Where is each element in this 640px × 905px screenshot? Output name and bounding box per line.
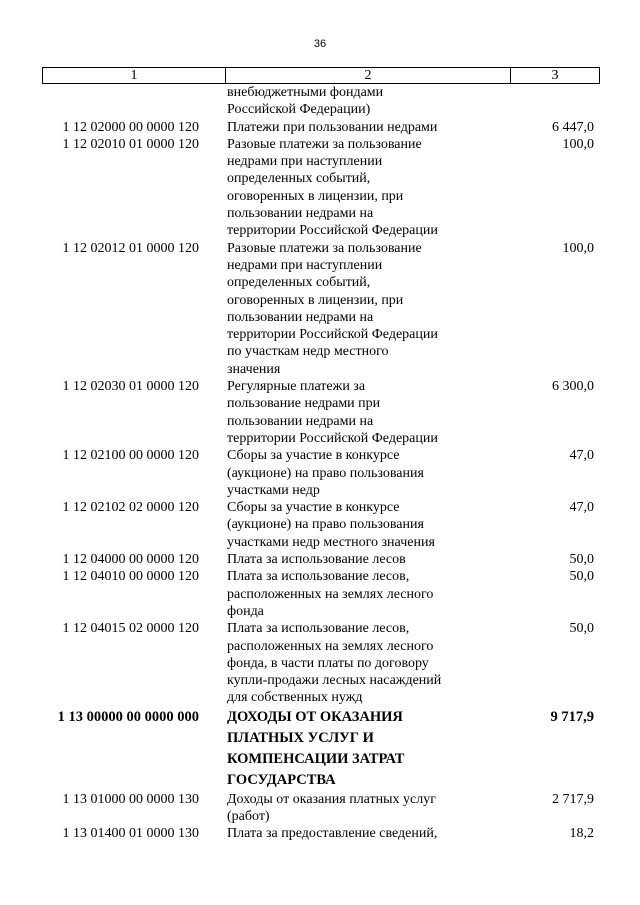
row-code: 1 12 02030 01 0000 120 [62,379,199,395]
row-code: 1 13 01000 00 0000 130 [62,791,199,807]
row-code: 1 12 02010 01 0000 120 [62,136,199,152]
row-amount [457,84,600,119]
row-code: 1 13 01400 01 0000 130 [62,826,199,842]
row-code: 1 12 04010 00 0000 120 [62,569,199,585]
row-amount: 100,0 [562,136,594,152]
row-name: Разовые платежи за пользование недрами при наступлении определенных событий, оговоренных в лицензии, при пользовании недрами на территории Российской Федерации по участкам недр местного значения [227,240,438,377]
row-name: ДОХОДЫ ОТ ОКАЗАНИЯ ПЛАТНЫХ УСЛУГ И КОМПЕНСАЦИИ ЗАТРАТ ГОСУДАРСТВА [227,708,405,788]
row-name: Платежи при пользовании недрами [227,119,438,135]
row-code: 1 12 04000 00 0000 120 [62,552,199,568]
row-name: внебюджетными фондами Российской Федерации) [227,85,384,118]
row-name: Плата за использование лесов, расположенных на землях лесного фонда [227,569,434,619]
table-row [42,378,600,447]
row-amount: 2 717,9 [552,791,594,807]
row-code: 1 12 02012 01 0000 120 [62,240,199,256]
row-code [42,84,225,119]
row-name: Регулярные платежи за пользование недрами при пользовании недрами на территории Российской Федерации [227,379,438,446]
row-code: 1 12 02102 02 0000 120 [62,500,199,516]
row-amount: 18,2 [569,826,594,842]
table-body [42,84,600,843]
row-amount: 9 717,9 [550,708,594,725]
row-code: 1 12 02000 00 0000 120 [62,119,199,135]
row-name: Сборы за участие в конкурсе (аукционе) на право пользования участками недр [227,448,424,498]
table-row [42,551,600,568]
header-col-1: 1 [43,68,226,83]
table-row [42,447,600,499]
table-row [42,136,600,240]
table-row [42,84,600,119]
row-code: 1 13 00000 00 0000 000 [57,708,199,725]
row-amount: 47,0 [569,448,594,464]
row-name: Плата за предоставление сведений, [227,826,438,842]
row-name: Доходы от оказания платных услуг (работ) [227,791,436,824]
table-row [42,825,600,842]
row-amount: 50,0 [569,569,594,585]
table-row [42,620,600,706]
table-row [42,499,600,551]
row-name: Разовые платежи за пользование недрами при наступлении определенных событий, оговоренных в лицензии, при пользовании недрами на территории Российской Федерации [227,136,438,239]
header-col-2: 2 [226,68,511,83]
row-amount: 47,0 [569,500,594,516]
table-row [42,568,600,620]
row-amount: 6 447,0 [552,119,594,135]
page-number: 36 [313,38,327,50]
header-col-3: 3 [551,68,559,83]
table-row [42,119,600,136]
table-row [42,791,600,826]
row-name: Плата за использование лесов [227,552,406,568]
row-name: Сборы за участие в конкурсе (аукционе) на право пользования участками недр местного значения [227,500,435,550]
row-amount: 6 300,0 [552,379,594,395]
row-code: 1 12 02100 00 0000 120 [62,448,199,464]
row-amount: 50,0 [569,621,594,637]
row-amount: 100,0 [562,240,594,256]
row-code: 1 12 04015 02 0000 120 [62,621,199,637]
table-header [42,67,600,84]
table-row [42,707,600,791]
row-name: Плата за использование лесов, расположенных на землях лесного фонда, в части платы по договору купли-продажи лесных насаждений для собственных нужд [227,621,442,706]
table-row [42,240,600,378]
row-amount: 50,0 [569,552,594,568]
